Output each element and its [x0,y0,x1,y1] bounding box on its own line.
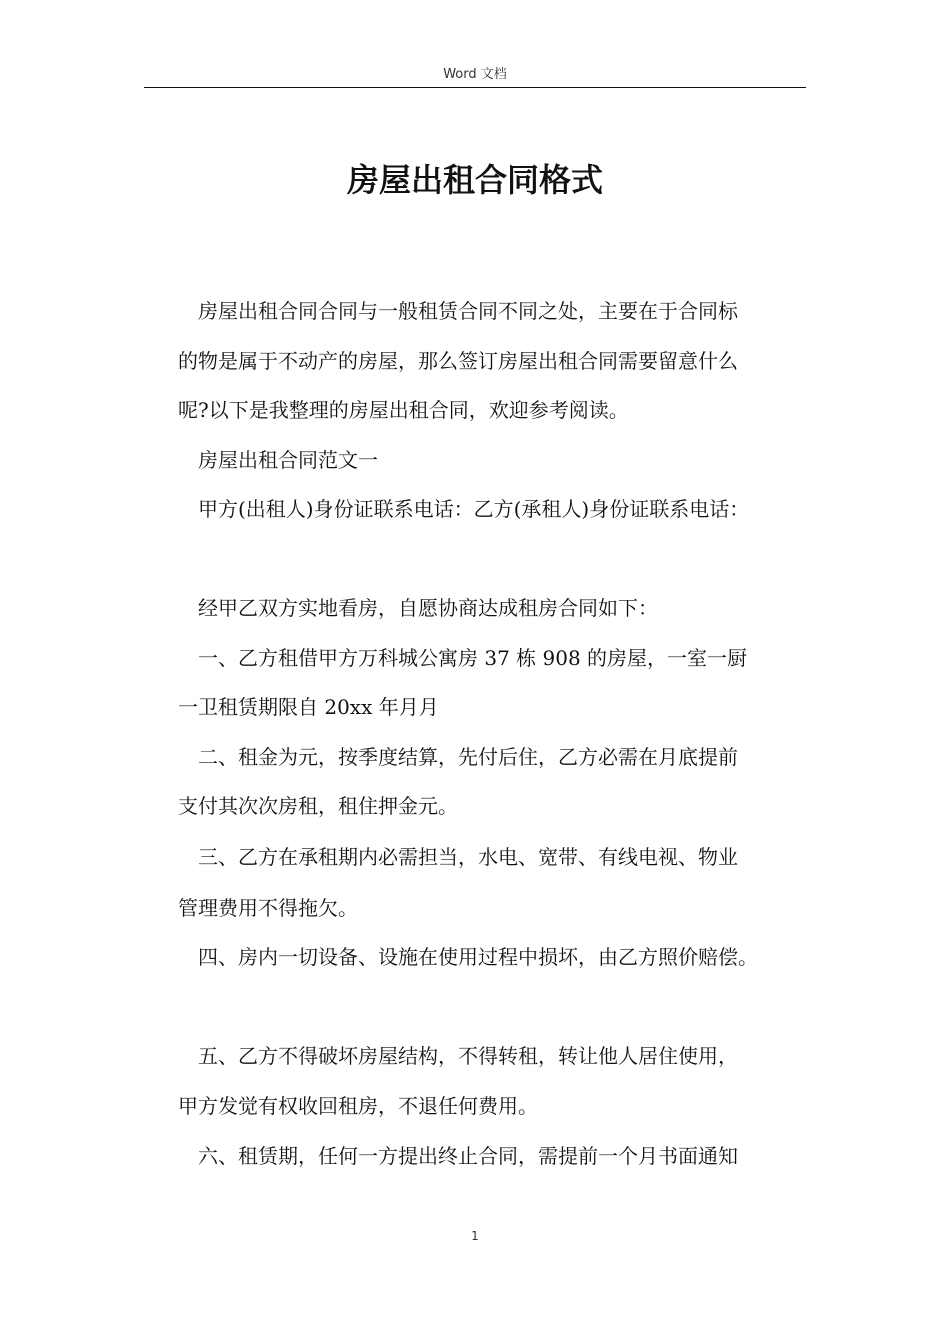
body-line: 支付其次次房租，租住押金元。 [178,794,458,818]
document-title: 房屋出租合同格式 [346,161,603,199]
body-line: 五、乙方不得破坏房屋结构，不得转租，转让他人居住使用， [198,1044,738,1068]
body-line: 四、房内一切设备、设施在使用过程中损坏，由乙方照价赔偿。 [198,945,758,969]
body-line: 甲方(出租人)身份证联系电话：乙方(承租人)身份证联系电话： [198,497,750,521]
body-line: 房屋出租合同范文一 [198,448,378,472]
body-line: 的物是属于不动产的房屋，那么签订房屋出租合同需要留意什么 [178,349,738,373]
body-line: 经甲乙双方实地看房，自愿协商达成租房合同如下： [198,596,658,620]
body-line: 三、乙方在承租期内必需担当，水电、宽带、有线电视、物业 [198,845,738,869]
body-line: 甲方发觉有权收回租房，不退任何费用。 [178,1094,538,1118]
body-line: 一、乙方租借甲方万科城公寓房 37 栋 908 的房屋，一室一厨 [198,646,748,670]
header-divider [144,87,806,88]
body-line: 呢?以下是我整理的房屋出租合同，欢迎参考阅读。 [178,398,629,422]
body-line: 房屋出租合同合同与一般租赁合同不同之处，主要在于合同标 [198,299,738,323]
page-header-label: Word 文档 [443,67,507,82]
page-number: 1 [471,1229,479,1243]
body-line: 二、租金为元，按季度结算，先付后住，乙方必需在月底提前 [198,745,738,769]
body-line: 一卫租赁期限自 20xx 年月月 [178,695,439,719]
body-line: 六、租赁期，任何一方提出终止合同，需提前一个月书面通知 [198,1144,738,1168]
body-line: 管理费用不得拖欠。 [178,896,358,920]
